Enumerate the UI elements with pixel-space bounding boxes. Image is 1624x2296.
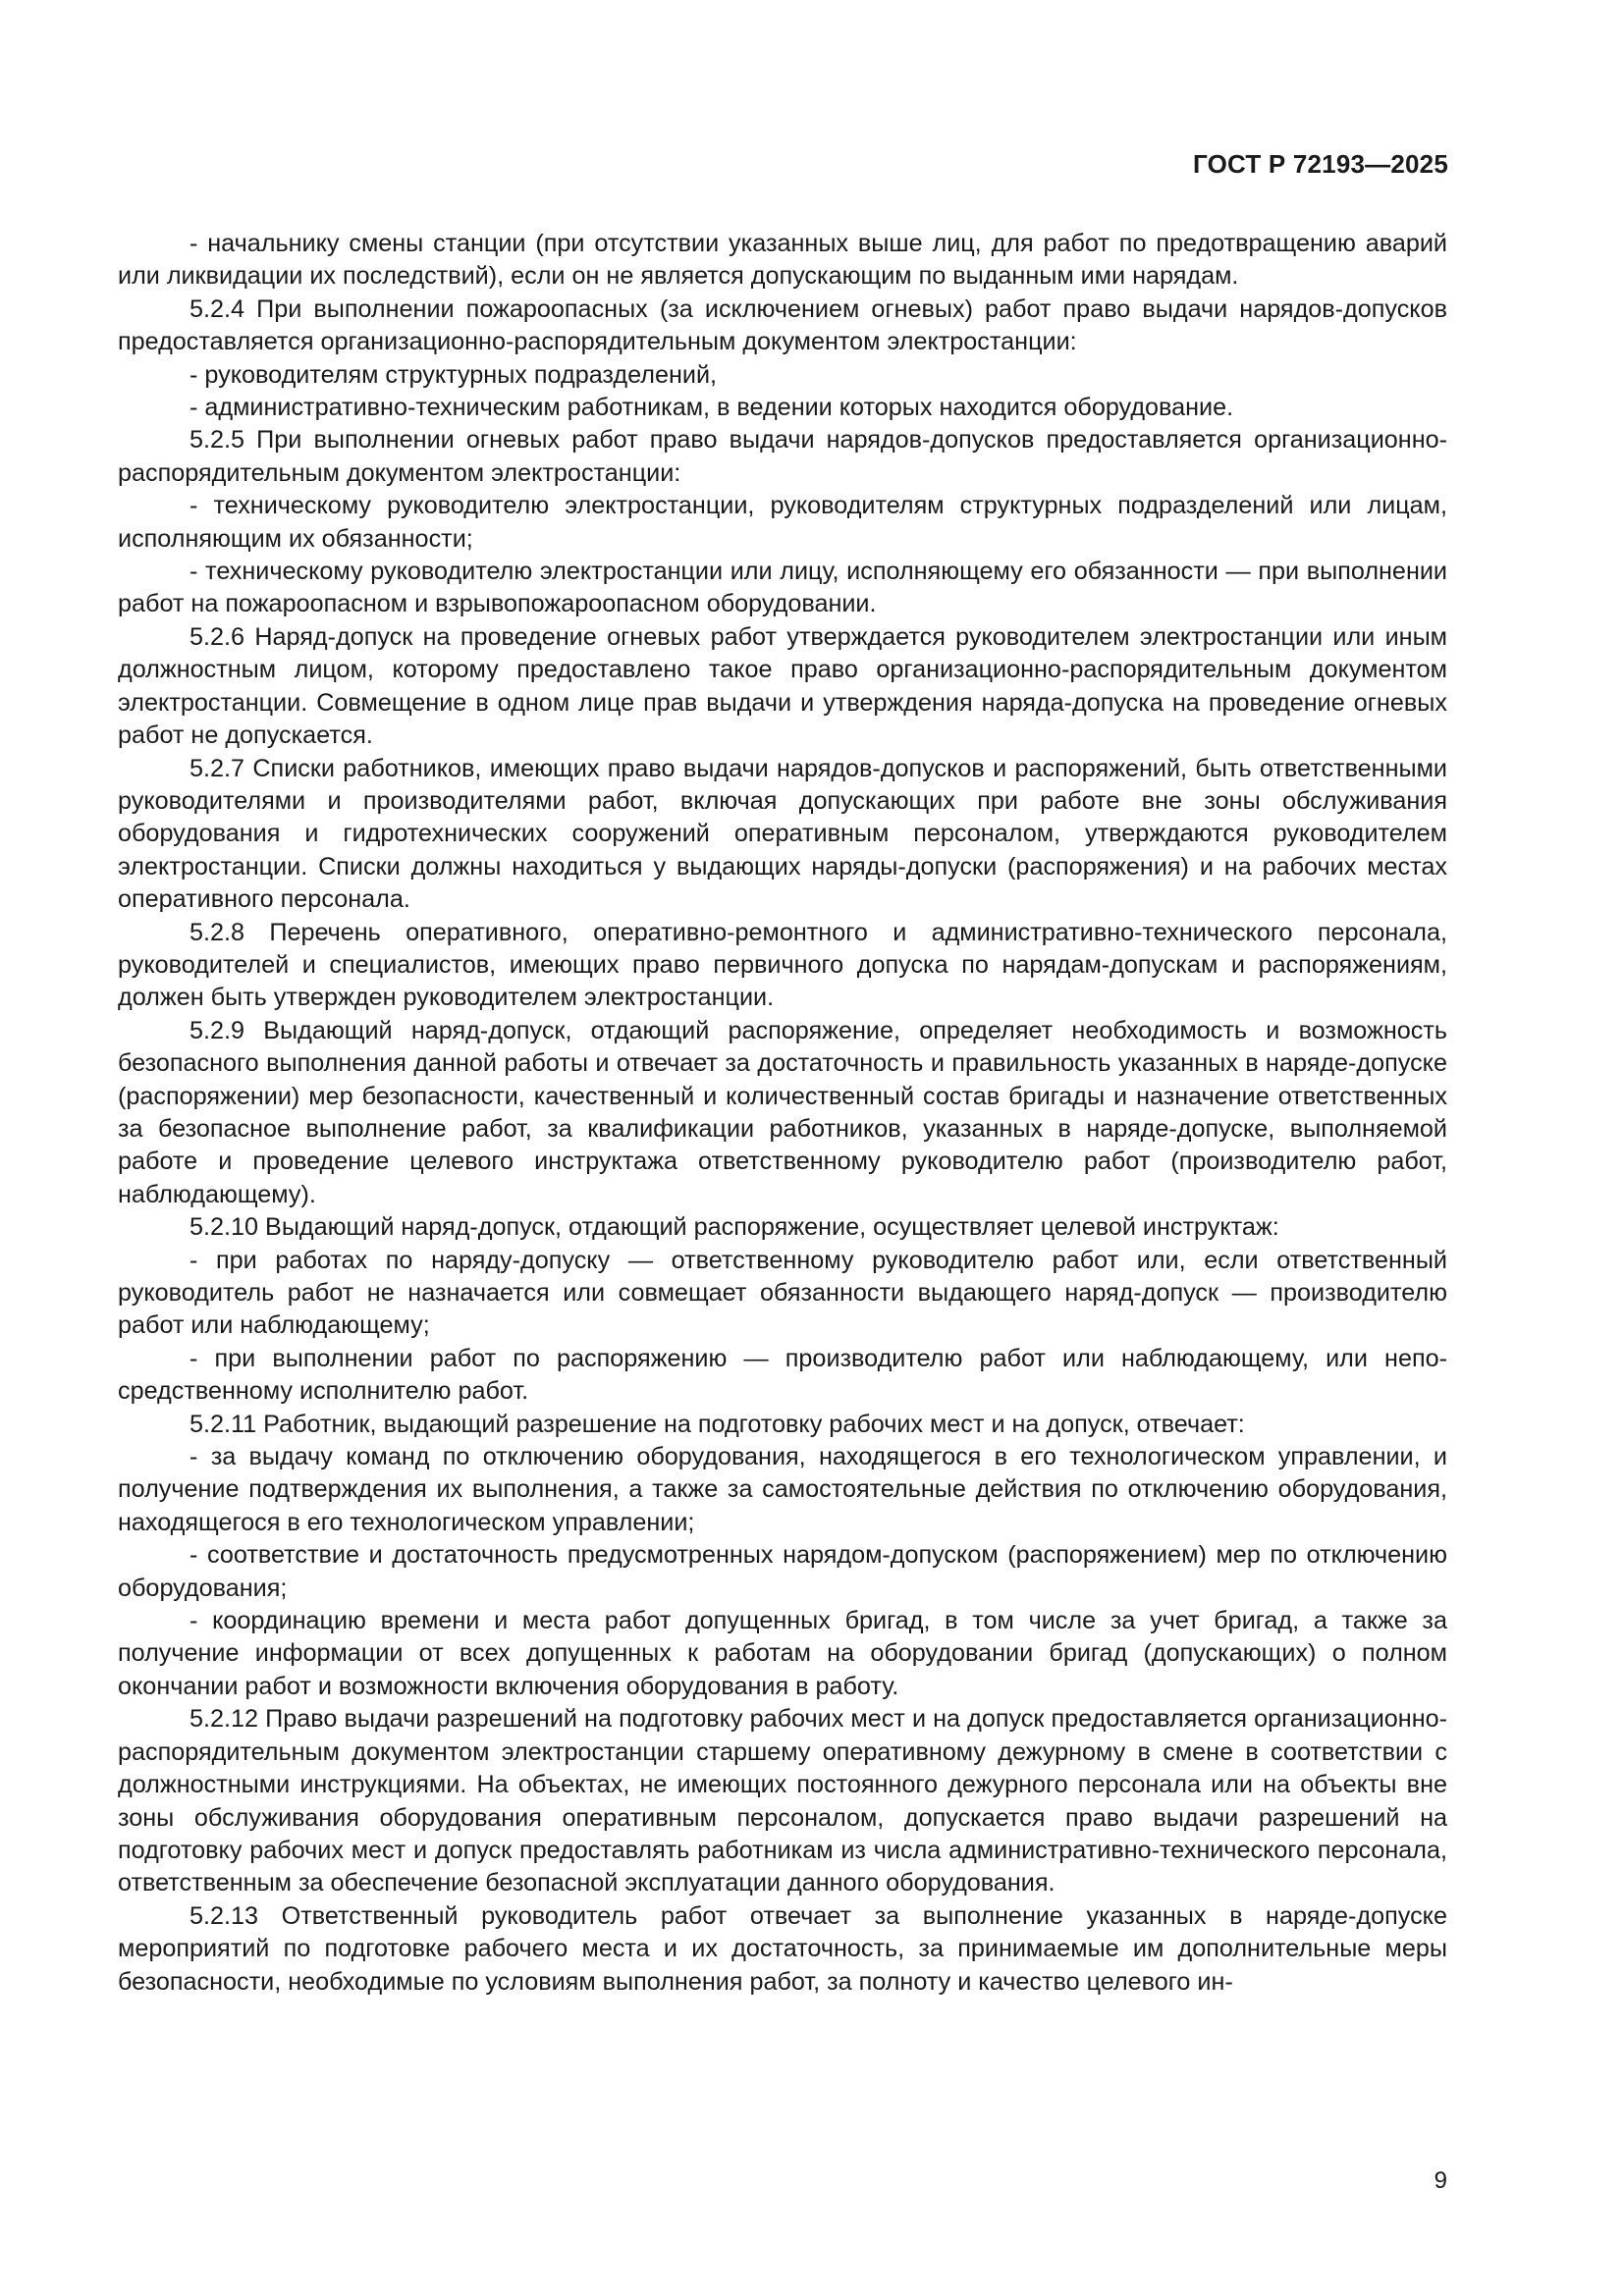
paragraph: - за выдачу команд по отключению оборудования, находящегося в его технологическом управлении, и получение подтверждения их выполнения, а также за самостоятельные действия по отключению оборудования, находящегося в его технологическом управлении; bbox=[118, 1443, 1447, 1536]
paragraph: - при работах по наряду-допуску — ответственному руководителю работ или, если ответственный руководитель работ не назначается или совмещает обязанности выдающего наряд-допуск — производителю работ или наблюдающему; bbox=[118, 1246, 1447, 1340]
paragraph: - техническому руководителю электростанции, руководителям структурных подразделений или лицам, исполняющим их обязанности; bbox=[118, 492, 1447, 553]
paragraph: - начальнику смены станции (при отсутствии указанных выше лиц, для работ по предотвращению аварий или ликвидации их последствий), если он не является допускающим по выданным ими нарядам. bbox=[118, 230, 1447, 291]
paragraph: - координацию времени и места работ допущенных бригад, в том числе за учет бригад, а также за получение информации от всех допущенных к работам на оборудовании бригад (допускающих) о полном окончании работ и возможности включения оборудования в работу. bbox=[118, 1607, 1447, 1700]
paragraph: 5.2.4 При выполнении пожароопасных (за исключением огневых) работ право выдачи нарядов-допусков предоставляется организационно-распорядительным документом электростанции: bbox=[118, 294, 1447, 356]
document-header: ГОСТ Р 72193—2025 bbox=[1193, 149, 1448, 179]
paragraph: 5.2.5 При выполнении огневых работ право выдачи нарядов-допусков предоставляется организационно-распорядительным документом электростанции: bbox=[118, 426, 1447, 487]
paragraph: 5.2.7 Списки работников, имеющих право выдачи нарядов-допусков и распоряжений, быть ответственными руководителями и производителями работ, включая допускающих при работе вне зоны обслуживания оборудования и гидротехнических сооружений оперативным персоналом, утверждаются руководителем электростанции. Списки должны находиться у выдающих наряды-допуски (распоряжения) и на рабочих местах оперативного персонала. bbox=[118, 754, 1447, 914]
paragraph: - техническому руководителю электростанции или лицу, исполняющему его обязанности — при выполнении работ на пожароопасном и взрывопожароопасном оборудовании. bbox=[118, 558, 1447, 618]
paragraph: 5.2.6 Наряд-допуск на проведение огневых работ утверждается руководителем электростанции или иным должностным лицом, которому предоставлено такое право организационно-распорядительным документом электростанции. Совмещение в одном лице прав выдачи и утверждения наряда-допуска на проведение огневых работ не допускается. bbox=[118, 622, 1447, 750]
paragraph: 5.2.10 Выдающий наряд-допуск, отдающий распоряжение, осуществляет целевой инструктаж: bbox=[189, 1213, 1279, 1242]
paragraph: - административно-техническим работникам, в ведении которых находится оборудование. bbox=[189, 394, 1234, 422]
paragraph: 5.2.9 Выдающий наряд-допуск, отдающий распоряжение, определяет необходимость и возможность безопасного выполнения данной работы и отвечает за достаточность и правильность указанных в наряде-допуске (распоряжении) мер безопасности, качественный и количественный состав бригады и назначение ответственных за безопасное выполнение работ, за квалификации работников, указанных в наряде-допуске, выполняемой работе и проведение целевого инструктажа ответственному руководителю работ (производителю работ, наблюдающему). bbox=[118, 1016, 1447, 1208]
paragraph: 5.2.8 Перечень оперативного, оперативно-ремонтного и административно-технического персонала, руководителей и специалистов, имеющих право первичного допуска по нарядам-допускам и распоряжениям, должен быть утвержден руководителем электростанции. bbox=[118, 918, 1447, 1012]
paragraph: 5.2.11 Работник, выдающий разрешение на подготовку рабочих мест и на допуск, отвечает: bbox=[189, 1410, 1245, 1438]
document-body bbox=[118, 228, 1447, 1999]
paragraph: 5.2.13 Ответственный руководитель работ отвечает за выполнение указанных в наряде-допуске мероприятий по подготовке рабочего места и их достаточность, за принимаемые им дополнительные меры безопасности, необходимые по условиям выполнения работ, за полноту и качество целевого ин- bbox=[118, 1901, 1447, 1996]
paragraph: - при выполнении работ по распоряжению — производителю работ или наблюдающему, или непосредственному исполнителю работ. bbox=[118, 1344, 1447, 1406]
paragraph: 5.2.12 Право выдачи разрешений на подготовку рабочих мест и на допуск предоставляется организационно-распорядительным документом электростанции старшему оперативному дежурному в смене в соответствии с должностными инструкциями. На объектах, не имеющих постоянного дежурного персонала или на объекты вне зоны обслуживания оборудования оперативным персоналом, допускается право выдачи разрешений на подготовку рабочих мест и допуск предоставлять работникам из числа административно-технического персонала, ответственным за обеспечение безопасной эксплуатации данного оборудования. bbox=[118, 1705, 1447, 1897]
page-number: 9 bbox=[1434, 2167, 1447, 2194]
paragraph: - соответствие и достаточность предусмотренных нарядом-допуском (распоряжением) мер по отключению оборудования; bbox=[118, 1541, 1447, 1602]
paragraph: - руководителям структурных подразделений, bbox=[189, 360, 718, 389]
